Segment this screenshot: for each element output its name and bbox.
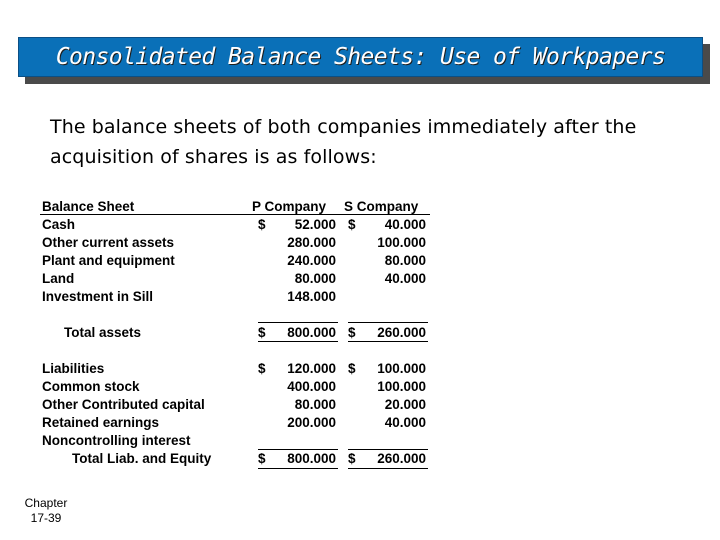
row-label: Noncontrolling interest	[42, 433, 191, 448]
row-label: Total Liab. and Equity	[72, 451, 212, 466]
s-value: 40.000	[384, 271, 426, 286]
dollar-sign: $	[348, 451, 356, 466]
spacer-row	[40, 342, 440, 360]
row-label: Other current assets	[42, 235, 175, 250]
dollar-sign: $	[348, 361, 356, 376]
s-value: 80.000	[384, 253, 426, 268]
row-label: Total assets	[64, 325, 142, 340]
row-label: Common stock	[42, 379, 140, 394]
header-underline	[40, 214, 430, 215]
table-row	[40, 288, 440, 306]
row-label: Cash	[42, 217, 76, 232]
dollar-sign: $	[258, 217, 266, 232]
table-row	[40, 414, 440, 432]
p-value: 280.000	[287, 235, 336, 250]
slide-title: Consolidated Balance Sheets: Use of Workpapers	[55, 44, 666, 70]
table-row	[40, 216, 440, 234]
table-row	[40, 252, 440, 270]
s-total-liab-topline	[348, 449, 428, 450]
total-liab-row	[40, 450, 440, 468]
footer-chapter-label: Chapter	[24, 496, 68, 510]
p-total-assets-topline	[258, 322, 338, 323]
dollar-sign: $	[348, 325, 356, 340]
p-value: 800.000	[287, 451, 336, 466]
header-s-company: S Company	[344, 199, 419, 214]
s-total-assets-topline	[348, 322, 428, 323]
total-assets-row	[40, 324, 440, 342]
s-value: 260.000	[377, 451, 426, 466]
row-label: Retained earnings	[42, 415, 160, 430]
s-value: 100.000	[377, 379, 426, 394]
s-total-liab-underline	[348, 468, 428, 469]
table-row	[40, 432, 440, 450]
p-total-liab-underline	[258, 468, 338, 469]
dollar-sign: $	[348, 217, 356, 232]
s-value: 100.000	[377, 235, 426, 250]
header-p-company: P Company	[252, 199, 327, 214]
dollar-sign: $	[258, 361, 266, 376]
p-value: 80.000	[294, 271, 336, 286]
footer-page-number: 17-39	[30, 511, 62, 525]
s-value: 40.000	[384, 217, 426, 232]
s-value: 40.000	[384, 415, 426, 430]
s-value: 260.000	[377, 325, 426, 340]
row-label: Plant and equipment	[42, 253, 175, 268]
table-row	[40, 396, 440, 414]
title-bar	[18, 37, 703, 77]
p-value: 240.000	[287, 253, 336, 268]
intro-text: The balance sheets of both companies immediately after the acquisition of shares is as follows:	[50, 116, 637, 168]
table-row	[40, 270, 440, 288]
p-value: 800.000	[287, 325, 336, 340]
p-value: 400.000	[287, 379, 336, 394]
p-value: 120.000	[287, 361, 336, 376]
row-label: Investment in Sill	[42, 289, 154, 304]
row-label: Liabilities	[42, 361, 105, 376]
s-value: 100.000	[377, 361, 426, 376]
p-total-liab-topline	[258, 449, 338, 450]
table-row	[40, 234, 440, 252]
p-value: 52.000	[294, 217, 336, 232]
s-value: 20.000	[384, 397, 426, 412]
p-value: 80.000	[294, 397, 336, 412]
row-label: Land	[42, 271, 75, 286]
table-row	[40, 378, 440, 396]
p-value: 148.000	[287, 289, 336, 304]
table-row	[40, 360, 440, 378]
chapter-footer	[14, 496, 78, 526]
balance-sheet-table	[40, 198, 440, 468]
p-value: 200.000	[287, 415, 336, 430]
row-label: Other Contributed capital	[42, 397, 205, 412]
dollar-sign: $	[258, 451, 266, 466]
header-balance-sheet: Balance Sheet	[42, 199, 135, 214]
dollar-sign: $	[258, 325, 266, 340]
